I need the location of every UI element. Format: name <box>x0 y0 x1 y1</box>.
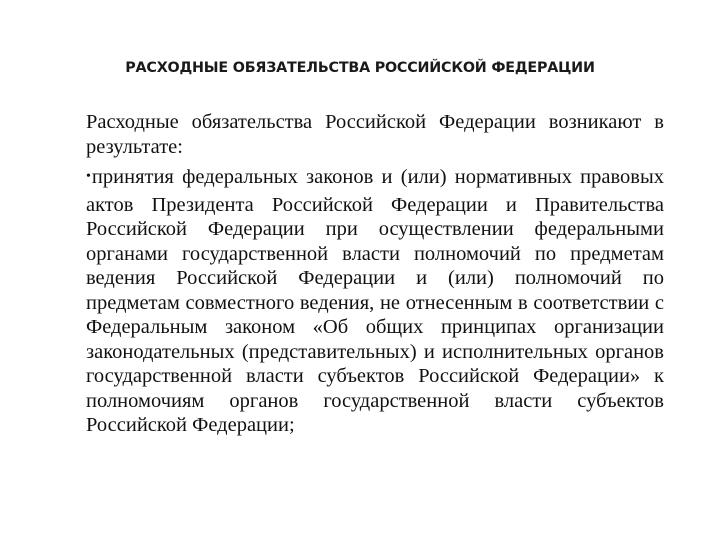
bullet-text: принятия федеральных законов и (или) нормативных правовых актов Президента Российской Федерации и Правительства Российской Федерации при осуществлении федеральными органами государственной власти полномочий по предметам ведения Российской Федерации и (или) полномочий по предметам совместного ведения, не отнесенным в соответствии с Федеральным законом «Об общих принципах организации законодательных (представительных) и исполнительных органов государственной власти субъектов Российской Федерации» к полномочиям органов государственной власти субъектов Российской Федерации; <box>86 166 664 436</box>
slide-title: РАСХОДНЫЕ ОБЯЗАТЕЛЬСТВА РОССИЙСКОЙ ФЕДЕРАЦИИ <box>125 60 595 76</box>
slide-body <box>86 110 664 438</box>
intro-paragraph: Расходные обязательства Российской Федерации возникают в результате: <box>86 111 664 158</box>
bullet-icon: • <box>86 169 91 184</box>
bullet-item <box>86 165 664 438</box>
